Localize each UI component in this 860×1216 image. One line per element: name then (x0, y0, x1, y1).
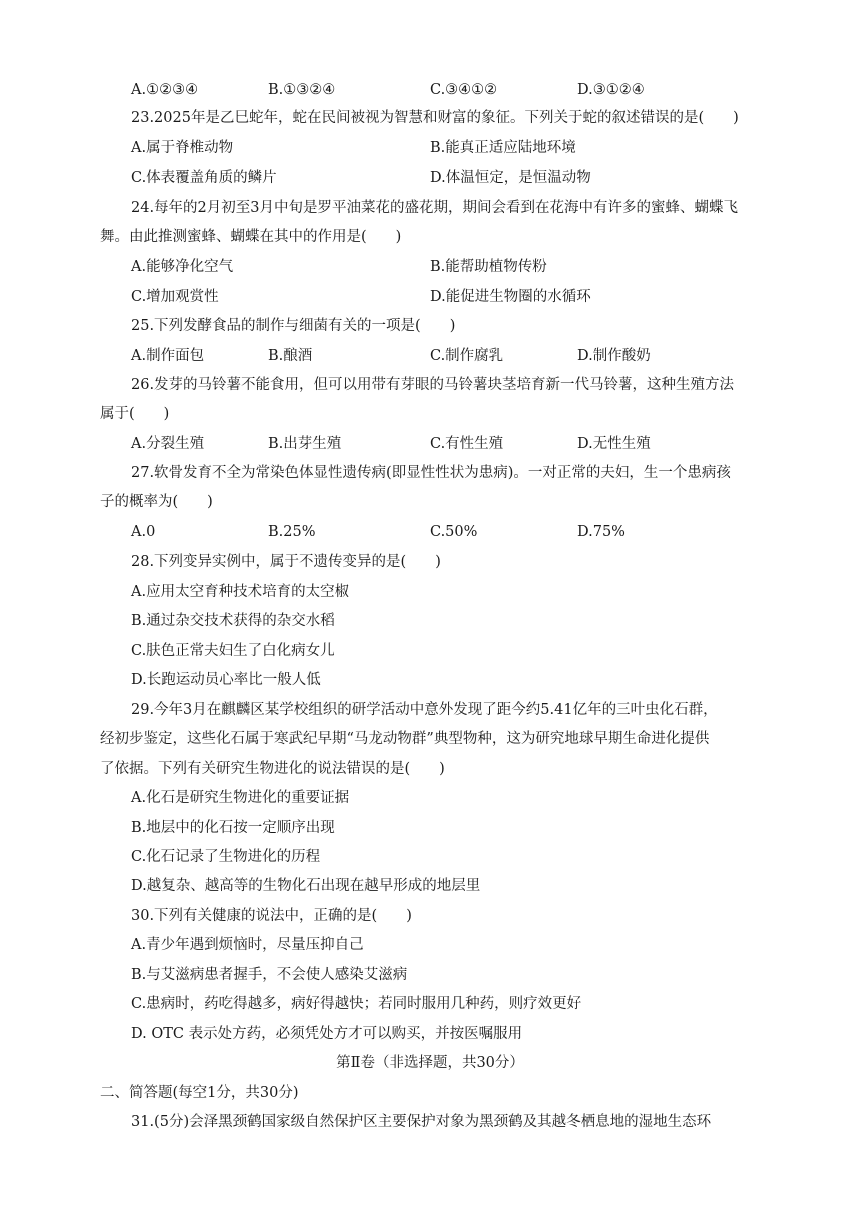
q22-option-b: B.①③②④ (268, 82, 336, 98)
q26-stem-line2: 属于( ) (100, 406, 170, 422)
q23-stem: 23.2025年是乙巳蛇年，蛇在民间被视为智慧和财富的象征。下列关于蛇的叙述错误的是( ) (131, 110, 739, 126)
q24-option-d: D.能促进生物圈的水循环 (430, 289, 591, 305)
q28-option-b: B.通过杂交技术获得的杂交水稻 (131, 613, 335, 629)
q29-option-c: C.化石记录了生物进化的历程 (131, 849, 321, 865)
q25-option-d: D.制作酸奶 (577, 348, 651, 364)
q27-stem-line2: 子的概率为( ) (100, 494, 213, 510)
q22-option-a: A.①②③④ (131, 82, 199, 98)
q23-option-c: C.体表覆盖角质的鳞片 (131, 170, 277, 186)
q31-stem: 31.(5分)会泽黑颈鹤国家级自然保护区主要保护对象为黑颈鹤及其越冬栖息地的湿地生态环 (131, 1114, 712, 1130)
q29-stem-line3: 了依据。下列有关研究生物进化的说法错误的是( ) (100, 761, 445, 777)
q28-stem: 28.下列变异实例中，属于不遗传变异的是( ) (131, 554, 441, 570)
q24-option-c: C.增加观赏性 (131, 289, 219, 305)
q24-stem-line2: 舞。由此推测蜜蜂、蝴蝶在其中的作用是( ) (100, 229, 402, 245)
q29-stem-line2: 经初步鉴定，这些化石属于寒武纪早期“马龙动物群”典型物种，这为研究地球早期生命进化提供 (100, 731, 710, 747)
q28-option-d: D.长跑运动员心率比一般人低 (131, 672, 321, 688)
q30-stem: 30.下列有关健康的说法中，正确的是( ) (131, 908, 412, 924)
q25-option-c: C.制作腐乳 (430, 348, 504, 364)
q27-option-d: D.75% (577, 524, 625, 540)
q30-option-b: B.与艾滋病患者握手，不会使人感染艾滋病 (131, 967, 408, 983)
q23-option-d: D.体温恒定，是恒温动物 (430, 170, 591, 186)
q28-option-c: C.肤色正常夫妇生了白化病女儿 (131, 643, 335, 659)
section-heading: 二、简答题(每空1分，共30分) (100, 1085, 299, 1101)
q26-option-c: C.有性生殖 (430, 436, 504, 452)
q27-option-a: A.0 (131, 524, 156, 540)
q25-option-a: A.制作面包 (131, 348, 205, 364)
q29-stem-line1: 29.今年3月在麒麟区某学校组织的研学活动中意外发现了距今约5.41亿年的三叶虫化石群， (131, 702, 718, 718)
q26-option-a: A.分裂生殖 (131, 436, 205, 452)
q25-stem: 25.下列发酵食品的制作与细菌有关的一项是( ) (131, 318, 456, 334)
q23-option-a: A.属于脊椎动物 (131, 140, 234, 156)
q29-option-b: B.地层中的化石按一定顺序出现 (131, 820, 335, 836)
q22-option-d: D.③①②④ (577, 82, 645, 98)
q26-option-d: D.无性生殖 (577, 436, 651, 452)
q29-option-a: A.化石是研究生物进化的重要证据 (131, 790, 350, 806)
q27-option-b: B.25% (268, 524, 316, 540)
q28-option-a: A.应用太空育种技术培育的太空椒 (131, 584, 350, 600)
q25-option-b: B.酿酒 (268, 348, 313, 364)
q27-option-c: C.50% (430, 524, 478, 540)
q26-stem-line1: 26.发芽的马铃薯不能食用，但可以用带有芽眼的马铃薯块茎培育新一代马铃薯，这种生殖方法 (131, 377, 735, 393)
q30-option-d: D. OTC 表示处方药，必须凭处方才可以购买，并按医嘱服用 (131, 1026, 523, 1042)
q24-stem-line1: 24.每年的2月初至3月中旬是罗平油菜花的盛花期，期间会看到在花海中有许多的蜜蜂、蝴蝶飞 (131, 200, 739, 216)
q30-option-a: A.青少年遇到烦恼时，尽量压抑自己 (131, 937, 364, 953)
q27-stem-line1: 27.软骨发育不全为常染色体显性遗传病(即显性性状为患病)。一对正常的夫妇，生一个患病孩 (131, 465, 731, 481)
q26-option-b: B.出芽生殖 (268, 436, 342, 452)
q30-option-c: C.患病时，药吃得越多，病好得越快；若同时服用几种药，则疗效更好 (131, 996, 582, 1012)
section-title: 第Ⅱ卷（非选择题，共30分） (336, 1055, 524, 1071)
q29-option-d: D.越复杂、越高等的生物化石出现在越早形成的地层里 (131, 878, 481, 894)
q23-option-b: B.能真正适应陆地环境 (430, 140, 576, 156)
q24-option-b: B.能帮助植物传粉 (430, 259, 547, 275)
q22-option-c: C.③④①② (430, 82, 498, 98)
q24-option-a: A.能够净化空气 (131, 259, 234, 275)
